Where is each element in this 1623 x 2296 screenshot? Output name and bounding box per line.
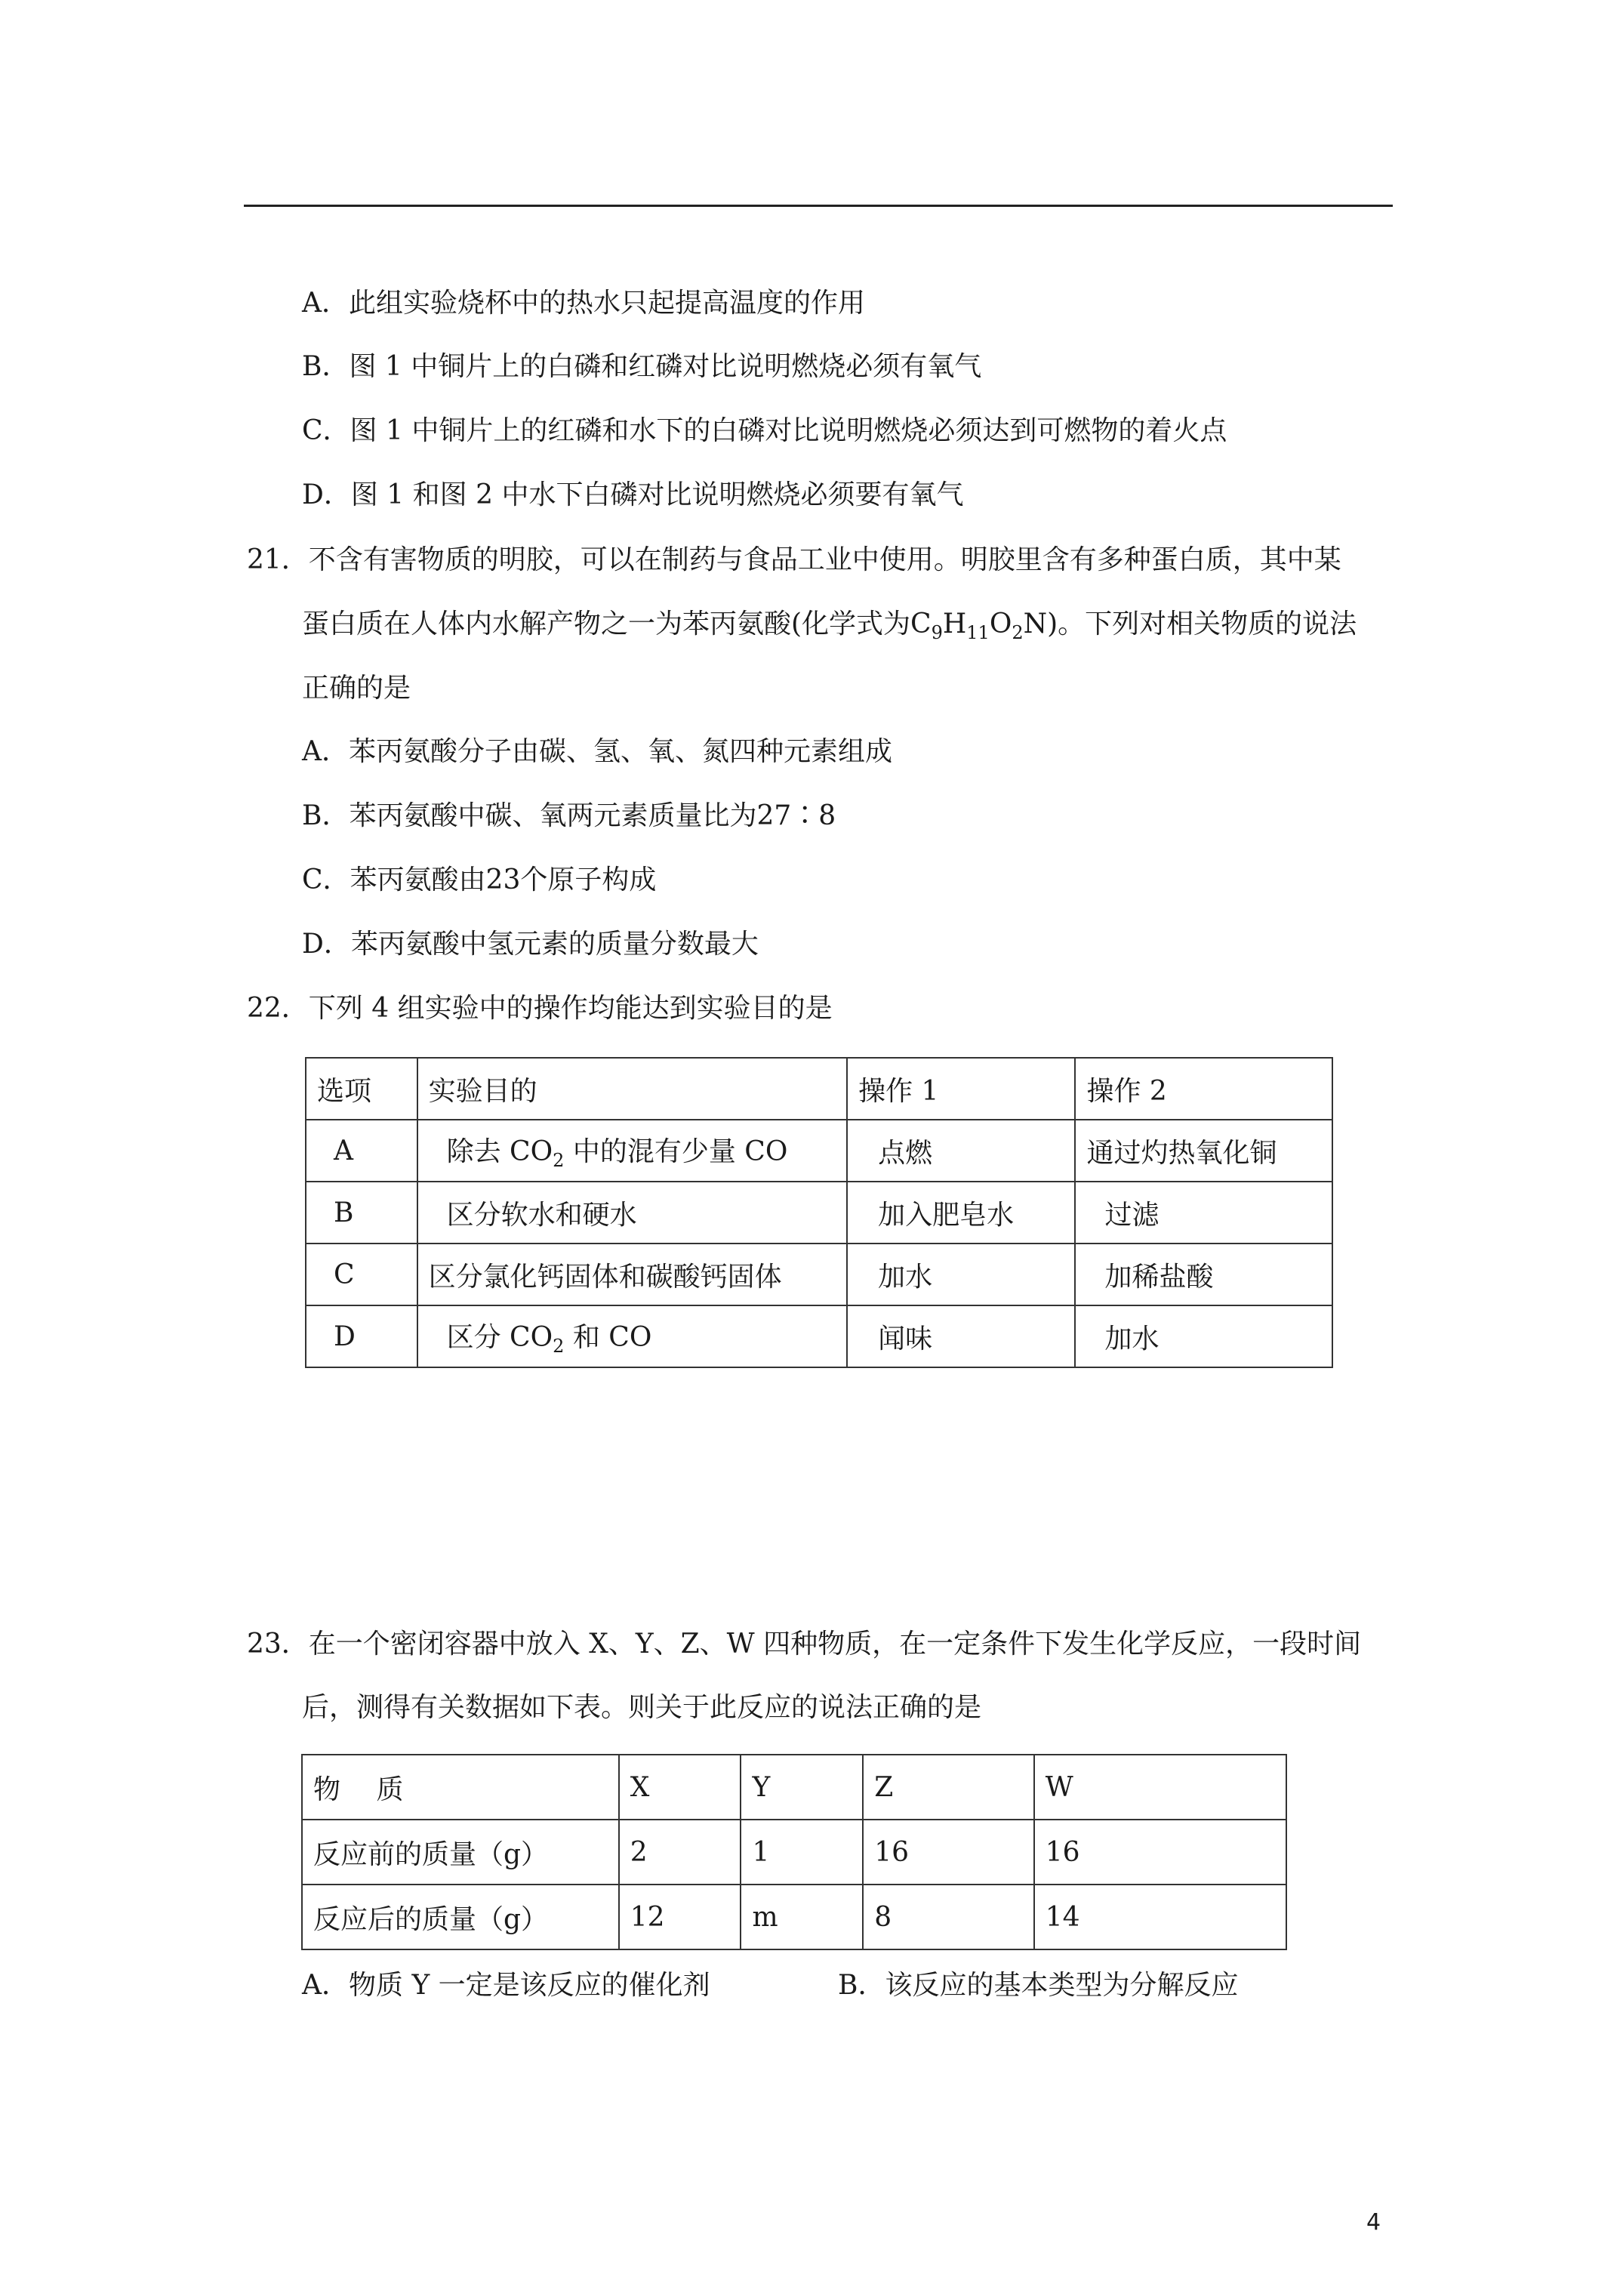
- table-row: [302, 1820, 1286, 1885]
- q23-option-a: A．物质 Y 一定是该反应的催化剂: [302, 1970, 710, 2001]
- q20-option-d: D．图 1 和图 2 中水下白磷对比说明燃烧必须要有氧气: [302, 479, 964, 510]
- table-cell-op1: 闻味: [847, 1305, 1075, 1367]
- q21-stem-line2: [302, 608, 1357, 649]
- q23-option-b: B．该反应的基本类型为分解反应: [838, 1970, 1239, 2001]
- table-header-row: [302, 1755, 1286, 1820]
- q20-option-a: A．此组实验烧杯中的热水只起提高温度的作用: [302, 288, 865, 319]
- table-cell-goal: [417, 1305, 847, 1367]
- formula-subscript: 2: [1012, 622, 1024, 643]
- q22-stem: 22．下列 4 组实验中的操作均能达到实验目的是: [247, 993, 833, 1024]
- q21-option-b: B．苯丙氨酸中碳、氧两元素质量比为27∶8: [302, 800, 836, 831]
- table-cell-option: A: [306, 1120, 417, 1182]
- table-cell: 14: [1034, 1885, 1286, 1949]
- table-header-cell: 物 质: [302, 1755, 619, 1820]
- table-header-cell: X: [619, 1755, 741, 1820]
- q21-stem-text: N)。下列对相关物质的说法: [1023, 609, 1357, 639]
- table-header-cell: 实验目的: [417, 1058, 847, 1120]
- table-header-cell: 选项: [306, 1058, 417, 1120]
- table-cell-goal: [417, 1120, 847, 1182]
- q20-option-c: C．图 1 中铜片上的红磷和水下的白磷对比说明燃烧必须达到可燃物的着火点: [302, 415, 1227, 446]
- table-header-cell: W: [1034, 1755, 1286, 1820]
- table-cell-op2: 加稀盐酸: [1075, 1244, 1332, 1305]
- formula-subscript: 2: [553, 1336, 565, 1357]
- formula-subscript: 11: [966, 622, 990, 643]
- table-cell-op1: 加水: [847, 1244, 1075, 1305]
- q21-option-a: A．苯丙氨酸分子由碳、氢、氧、氮四种元素组成: [302, 736, 892, 767]
- table-cell: 8: [863, 1885, 1034, 1949]
- table-cell-goal: 区分软水和硬水: [417, 1182, 847, 1244]
- table-cell-op2: 通过灼热氧化铜: [1075, 1120, 1332, 1182]
- goal-text: 和 CO: [564, 1322, 652, 1353]
- table-cell-option: C: [306, 1244, 417, 1305]
- table-cell: 反应后的质量（g）: [302, 1885, 619, 1949]
- page-number: 4: [1366, 2209, 1381, 2236]
- q23-stem-line2: 后，测得有关数据如下表。则关于此反应的说法正确的是: [302, 1692, 982, 1723]
- table-cell-option: D: [306, 1305, 417, 1367]
- goal-text: 除去 CO: [446, 1136, 553, 1167]
- table-cell-op1: 点燃: [847, 1120, 1075, 1182]
- table-cell: 16: [863, 1820, 1034, 1885]
- q21-stem-line1: 21．不含有害物质的明胶，可以在制药与食品工业中使用。明胶里含有多种蛋白质，其中某: [247, 544, 1341, 575]
- q20-option-b: B．图 1 中铜片上的白磷和红磷对比说明燃烧必须有氧气: [302, 351, 982, 382]
- table-cell-op2: 加水: [1075, 1305, 1332, 1367]
- table-header-cell: Z: [863, 1755, 1034, 1820]
- goal-text: 区分 CO: [446, 1322, 553, 1353]
- formula-element: O: [989, 609, 1012, 639]
- table-cell: m: [741, 1885, 863, 1949]
- table-cell-op2: 过滤: [1075, 1182, 1332, 1244]
- table-header-cell: 操作 1: [847, 1058, 1075, 1120]
- formula-element: H: [942, 609, 967, 639]
- table-row: [306, 1120, 1332, 1182]
- q23-stem-line1: 23．在一个密闭容器中放入 X、Y、Z、W 四种物质，在一定条件下发生化学反应，一段时间: [247, 1629, 1362, 1660]
- table-cell: 1: [741, 1820, 863, 1885]
- table-row: [306, 1182, 1332, 1244]
- table-row: [306, 1305, 1332, 1367]
- goal-text: 中的混有少量 CO: [564, 1136, 788, 1167]
- table-header-row: [306, 1058, 1332, 1120]
- q22-table: [305, 1057, 1333, 1368]
- table-cell: 12: [619, 1885, 741, 1949]
- table-cell-op1: 加入肥皂水: [847, 1182, 1075, 1244]
- table-cell-goal: 区分氯化钙固体和碳酸钙固体: [417, 1244, 847, 1305]
- table-header-cell: 操作 2: [1075, 1058, 1332, 1120]
- table-cell: 反应前的质量（g）: [302, 1820, 619, 1885]
- formula-subscript: 2: [553, 1150, 565, 1171]
- table-cell: 16: [1034, 1820, 1286, 1885]
- q21-option-d: D．苯丙氨酸中氢元素的质量分数最大: [302, 929, 759, 960]
- table-row: [302, 1885, 1286, 1949]
- q21-option-c: C．苯丙氨酸由23个原子构成: [302, 864, 657, 895]
- table-cell: 2: [619, 1820, 741, 1885]
- q21-stem-text: 蛋白质在人体内水解产物之一为苯丙氨酸(化学式为C: [302, 609, 932, 639]
- table-row: [306, 1244, 1332, 1305]
- q23-table: [301, 1754, 1287, 1950]
- table-cell-option: B: [306, 1182, 417, 1244]
- table-header-cell: Y: [741, 1755, 863, 1820]
- formula-subscript: 9: [931, 622, 943, 643]
- q21-stem-line3: 正确的是: [302, 673, 411, 704]
- header-rule: [244, 205, 1393, 207]
